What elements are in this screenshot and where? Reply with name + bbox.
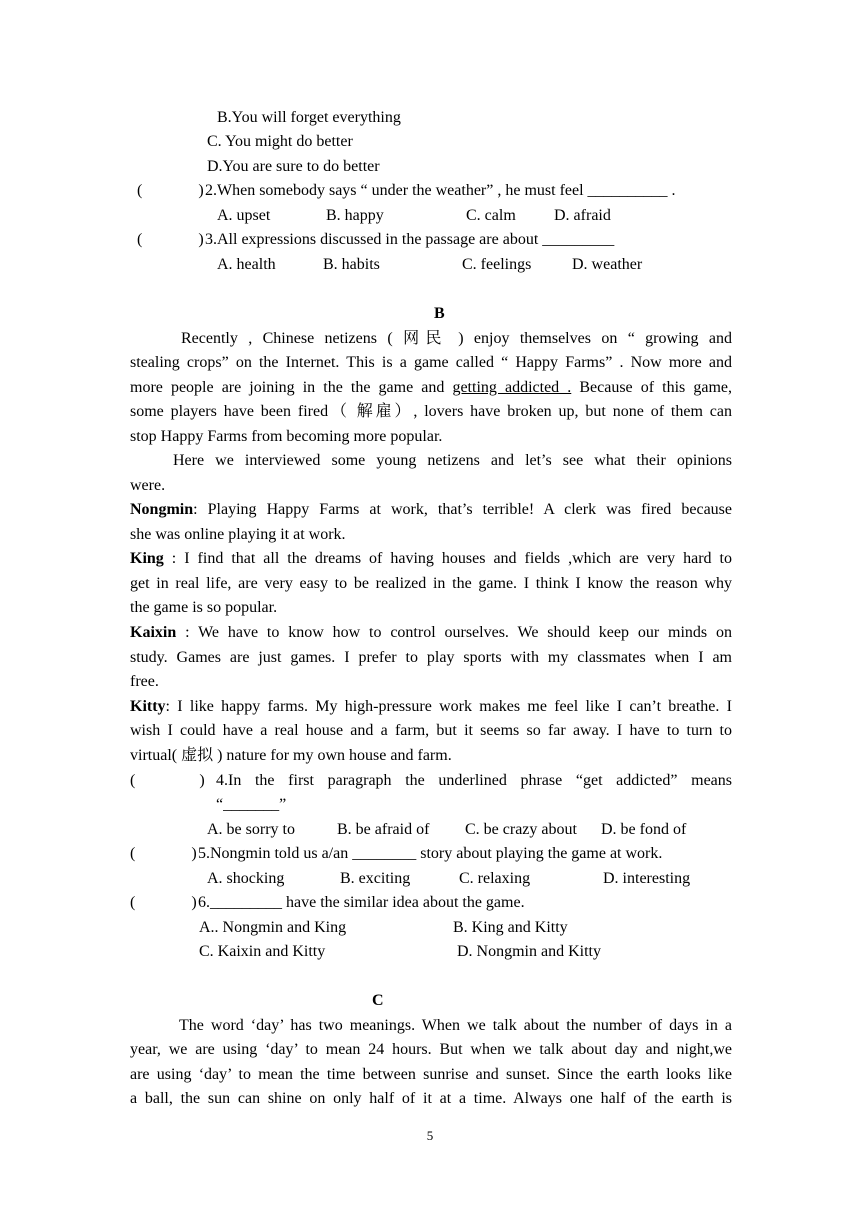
q4-blank: “_______” xyxy=(216,796,287,813)
q4-option-d: D. be fond of xyxy=(601,821,687,838)
opinion-text: : I find that all the dreams of having houses and fields ,which are very hard to xyxy=(163,550,732,567)
q5-stem: 5.Nongmin told us a/an ________ story about playing the game at work. xyxy=(198,845,663,862)
speaker-name: King xyxy=(130,550,164,567)
passage-b-p1-line5: stop Happy Farms from becoming more popular. xyxy=(130,428,443,445)
opinion-text: : Playing Happy Farms at work, that’s terrible! A clerk was fired because xyxy=(193,501,732,518)
passage-c-line3: are using ‘day’ to mean the time between sunrise and sunset. Since the earth looks like xyxy=(130,1066,732,1083)
q6-option-a: A.. Nongmin and King xyxy=(199,919,347,936)
q5-answer-bracket: ( ) xyxy=(130,845,197,862)
q6-option-c: C. Kaixin and Kitty xyxy=(199,943,326,960)
q5-option-b: B. exciting xyxy=(340,870,411,887)
opinion-kitty-line2: wish I could have a real house and a farm, but it seems so far away. I have to turn to xyxy=(130,722,732,739)
opinion-text: : I like happy farms. My high-pressure work makes me feel like I can’t breathe. I xyxy=(165,698,732,715)
q4-option-c: C. be crazy about xyxy=(465,821,577,838)
speaker-name: Nongmin xyxy=(130,501,194,518)
q2-option-a: A. upset xyxy=(217,207,271,224)
q3-option-c: C. feelings xyxy=(462,256,532,273)
passage-c-line2: year, we are using ‘day’ to mean 24 hours. But when we talk about day and night,we xyxy=(130,1041,732,1058)
q3-stem: 3.All expressions discussed in the passage are about _________ xyxy=(205,231,615,248)
q3-option-a: A. health xyxy=(217,256,276,273)
q4-option-a: A. be sorry to xyxy=(207,821,295,838)
underlined-phrase: getting addicted . xyxy=(452,379,572,396)
page-number: 5 xyxy=(426,1128,434,1143)
passage-b-p1-line2: stealing crops” on the Internet. This is a game called “ Happy Farms” . Now more and xyxy=(130,354,732,371)
q1-option-b: B.You will forget everything xyxy=(217,109,401,126)
q4-option-b: B. be afraid of xyxy=(337,821,430,838)
opinion-kaixin-line2: study. Games are just games. I prefer to play sports with my classmates when I am xyxy=(130,649,732,666)
q1-option-d: D.You are sure to do better xyxy=(207,158,380,175)
q3-option-d: D. weather xyxy=(572,256,643,273)
passage-text: Because of this game, xyxy=(571,379,733,396)
passage-b-p1-line1: Recently , Chinese netizens ( 网民 ) enjoy themselves on “ growing and xyxy=(181,330,732,347)
q4-stem: 4.In the first paragraph the underlined phrase “get addicted” means xyxy=(216,772,732,789)
passage-c-line1: The word ‘day’ has two meanings. When we talk about the number of days in a xyxy=(179,1017,732,1034)
q2-option-d: D. afraid xyxy=(554,207,611,224)
q6-option-d: D. Nongmin and Kitty xyxy=(457,943,601,960)
q6-answer-bracket: ( ) xyxy=(130,894,197,911)
q5-option-a: A. shocking xyxy=(207,870,285,887)
passage-b-p2-line1: Here we interviewed some young netizens and let’s see what their opinions xyxy=(173,452,732,469)
opinion-nongmin-line2: she was online playing it at work. xyxy=(130,526,346,543)
opinion-kitty-line1 xyxy=(130,697,732,717)
q2-answer-bracket: ( ) xyxy=(137,182,204,199)
section-c-heading: C xyxy=(372,992,384,1009)
speaker-name: Kitty xyxy=(130,698,166,715)
q2-stem: 2.When somebody says “ under the weather” , he must feel __________ . xyxy=(205,182,676,199)
q1-option-c: C. You might do better xyxy=(207,133,353,150)
q3-answer-bracket: ( ) xyxy=(137,231,204,248)
opinion-kitty-line3: virtual( 虚拟 ) nature for my own house and farm. xyxy=(130,747,452,764)
passage-b-p2-line2: were. xyxy=(130,477,166,494)
opinion-kaixin-line3: free. xyxy=(130,673,159,690)
opinion-king-line1 xyxy=(130,549,732,569)
passage-c-line4: a ball, the sun can shine on only half of it at a time. Always one half of the earth is xyxy=(130,1090,732,1107)
q2-option-b: B. happy xyxy=(326,207,384,224)
passage-text: more people are joining in the the game and xyxy=(130,379,453,396)
q4-answer-bracket: ( ) xyxy=(130,772,205,789)
opinion-text: : We have to know how to control ourselves. We should keep our minds on xyxy=(176,624,732,641)
q6-stem: 6._________ have the similar idea about the game. xyxy=(198,894,525,911)
q5-option-c: C. relaxing xyxy=(459,870,531,887)
opinion-king-line2: get in real life, are very easy to be realized in the game. I think I know the reason why xyxy=(130,575,732,592)
passage-b-p1-line4: some players have been fired（ 解雇）, lovers have broken up, but none of them can xyxy=(130,403,732,420)
q3-option-b: B. habits xyxy=(323,256,380,273)
opinion-kaixin-line1 xyxy=(130,623,732,643)
q5-option-d: D. interesting xyxy=(603,870,691,887)
q2-option-c: C. calm xyxy=(466,207,516,224)
opinion-nongmin-line1 xyxy=(130,500,732,520)
q6-option-b: B. King and Kitty xyxy=(453,919,568,936)
speaker-name: Kaixin xyxy=(130,624,177,641)
opinion-king-line3: the game is so popular. xyxy=(130,599,278,616)
section-b-heading: B xyxy=(434,305,445,322)
passage-b-p1-line3 xyxy=(130,378,732,398)
